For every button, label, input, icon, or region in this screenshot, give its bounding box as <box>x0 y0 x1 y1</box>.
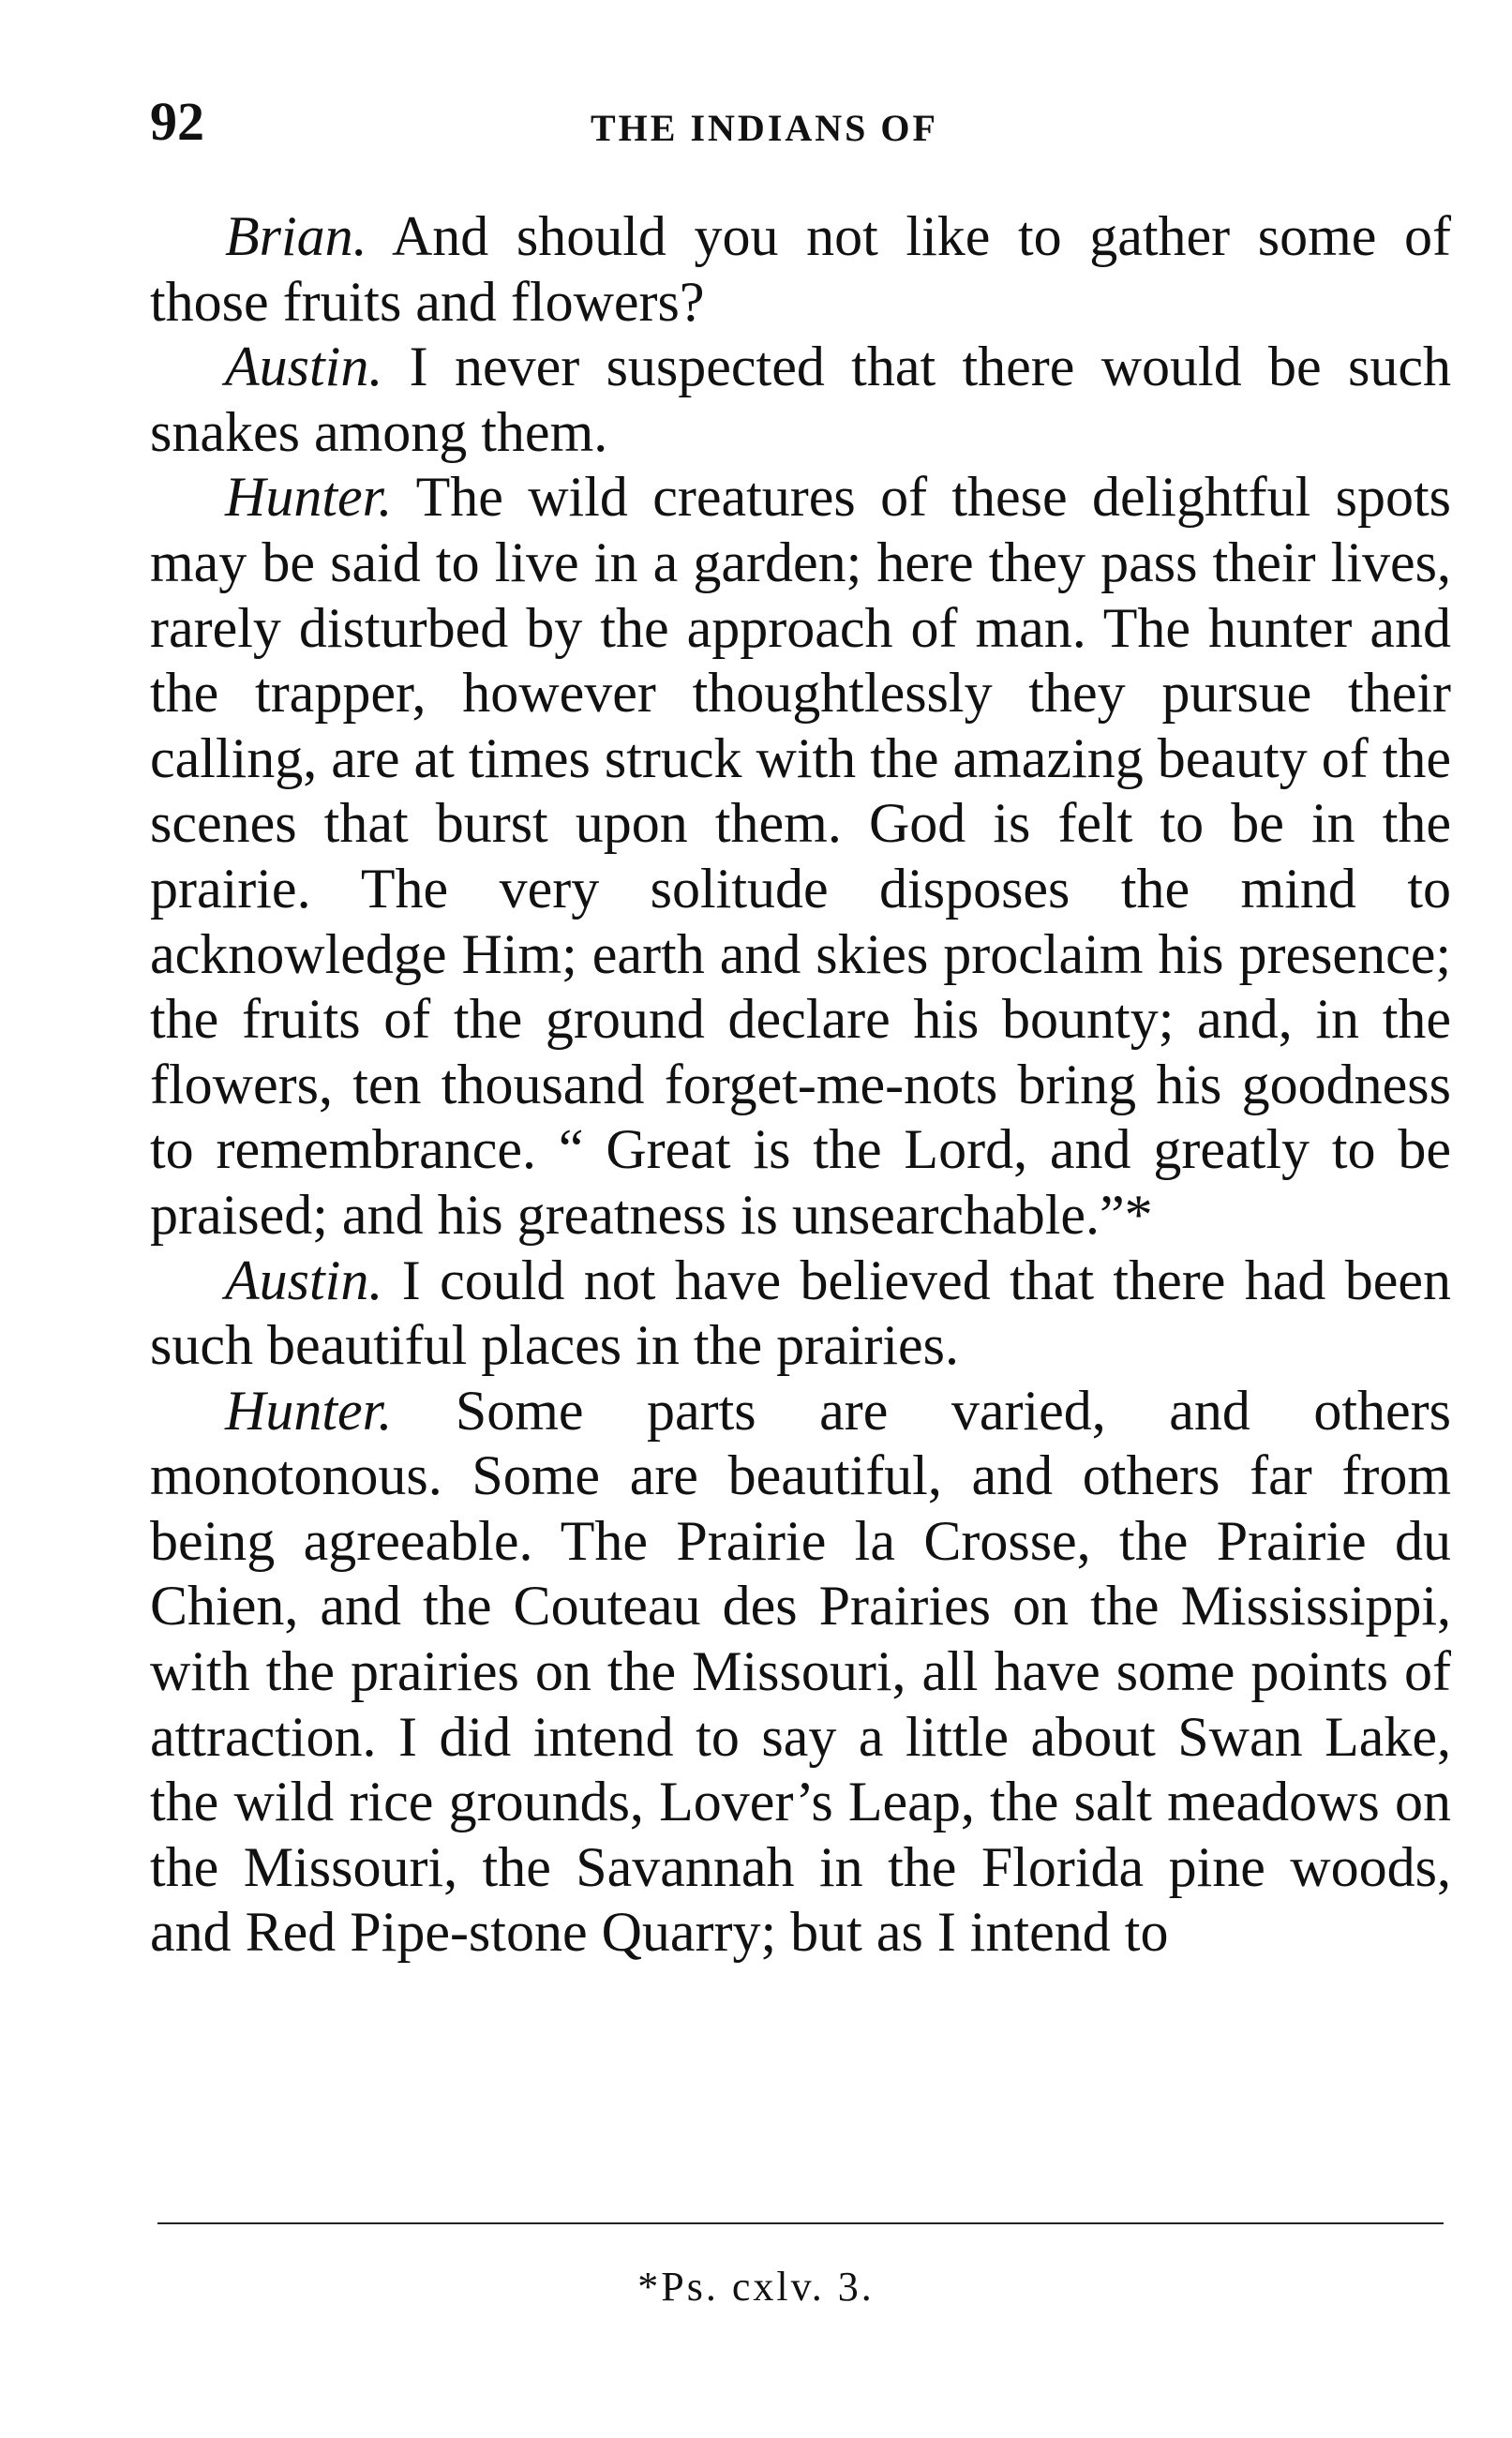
speaker-name: Austin. <box>225 336 383 398</box>
speaker-name: Brian. <box>225 205 367 267</box>
paragraph-brian-1 <box>150 204 1451 335</box>
page-body <box>150 204 1451 1966</box>
paragraph-text: The wild creatures of these delightful spots may be said to live in a garden; here they pass their lives, rarely disturbed by the approach of man. The hunter and the trapper, however thoughtlessly they pursue their calling, are at times struck with the amazing beauty of the scenes that burst upon them. God is felt to be in the prairie. The very solitude disposes the mind to acknowledge Him; earth and skies proclaim his presence; the fruits of the ground declare his bounty; and, in the flowers, ten thousand forget-me-nots bring his goodness to remembrance. “ Great is the Lord, and greatly to be praised; and his greatness is unsearchable.”* <box>150 466 1451 1246</box>
footnote-divider <box>157 2222 1444 2224</box>
speaker-name: Hunter. <box>225 1379 393 1442</box>
paragraph-text: I never suspected that there would be such snakes among them. <box>150 336 1451 463</box>
speaker-name: Hunter. <box>225 466 393 529</box>
paragraph-text: I could not have believed that there had been such beautiful places in the prairies. <box>150 1249 1451 1377</box>
paragraph-hunter-1 <box>150 465 1451 1248</box>
page-header <box>150 89 1444 164</box>
running-title: THE INDIANS OF <box>591 107 938 149</box>
footnote: *Ps. cxlv. 3. <box>637 2264 875 2310</box>
speaker-name: Austin. <box>225 1249 383 1311</box>
paragraph-text: Some parts are varied, and others monotonous. Some are beautiful, and others far from being agreeable. The Prairie la Crosse, the Prairie du Chien, and the Couteau des Prairies on the Mississippi, with the prairies on the Missouri, all have some points of attraction. I did intend to say a little about Swan Lake, the wild rice grounds, Lover’s Leap, the salt meadows on the Missouri, the Savannah in the Florida pine woods, and Red Pipe-stone Quarry; but as I intend to <box>150 1379 1451 1964</box>
paragraph-austin-1 <box>150 335 1451 465</box>
paragraph-hunter-2 <box>150 1379 1451 1966</box>
page-number: 92 <box>150 91 204 152</box>
paragraph-austin-2 <box>150 1249 1451 1379</box>
paragraph-text: And should you not like to gather some of those fruits and flowers? <box>150 205 1451 333</box>
